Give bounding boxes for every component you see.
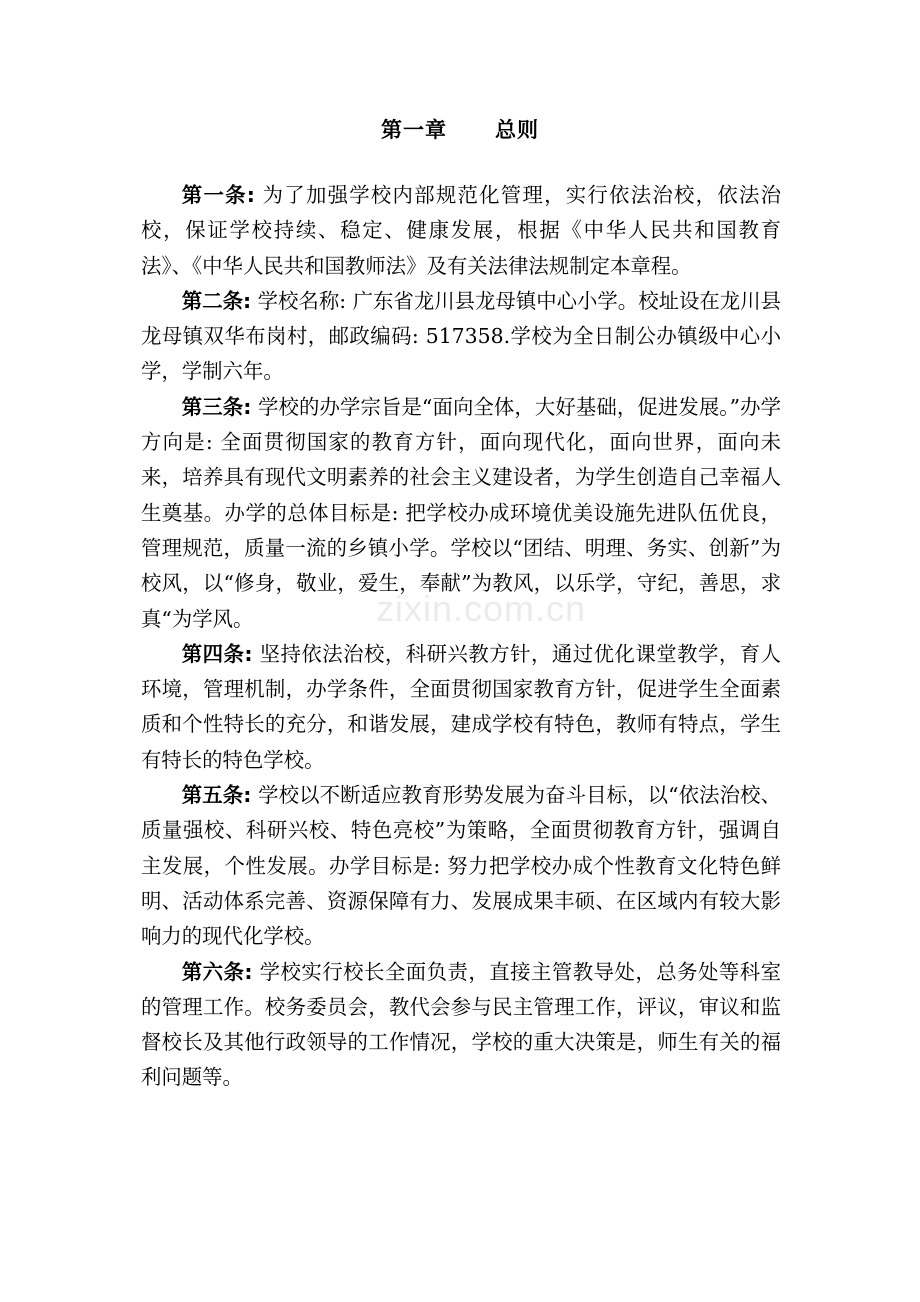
article-3 [141, 390, 781, 637]
article-label: 第一条: [181, 183, 255, 207]
article-text: 学校实行校长全面负责，直接主管教导处，总务处等科室的管理工作。校务委员会，教代会参与民主管理工作，评议，审议和监督校长及其他行政领导的工作情况，学校的重大决策是，师生有关的福利问题等。 [141, 959, 782, 1090]
article-label: 第三条: [181, 394, 252, 419]
chapter-name: 总则 [495, 118, 539, 142]
article-label: 第二条: [181, 288, 252, 313]
article-label: 第五条: [181, 783, 252, 808]
article-2 [141, 284, 781, 390]
article-5 [141, 778, 781, 954]
article-text: 坚持依法治校，科研兴教方针，通过优化课堂教学，育人环境，管理机制，办学条件，全面贯彻国家教育方针，促进学生全面素质和个性特长的充分，和谐发展，建成学校有特色，教师有特点，学生有特长的特色学校。 [141, 641, 782, 772]
article-label: 第六条: [181, 959, 253, 984]
article-6 [141, 955, 781, 1096]
chapter-number: 第一章 [381, 118, 447, 142]
article-text: 为了加强学校内部规范化管理，实行依法治校，依法治校，保证学校持续、稳定、健康发展，根据《中华人民共和国教育法》、《中华人民共和国教师法》及有关法律法规制定本章程。 [141, 183, 782, 278]
chapter-title [0, 114, 920, 144]
article-text: 学校的办学宗旨是“面向全体，大好基础，促进发展。”办学方向是: 全面贯彻国家的教育方针，面向现代化，面向世界，面向未来，培养具有现代文明素养的社会主义建设者，为学生创造自己幸福人生奠基。办学的总体目标是: 把学校办成环境优美设施先进队伍优良，管理规范，质量一流的乡镇小学。学校以“团结、明理、务实、创新”为校风，以“修身，敬业，爱生，奉献”为教风，以乐学，守纪，善思，求真“为学风。 [141, 394, 782, 631]
document-body [141, 178, 781, 1096]
watermark: zixin.com.cn [376, 588, 587, 629]
article-1 [141, 178, 781, 284]
article-text: 学校以不断适应教育形势发展为奋斗目标，以“依法治校、质量强校、科研兴校、特色亮校”为策略，全面贯彻教育方针，强调自主发展，个性发展。办学目标是: 努力把学校办成个性教育文化特色鲜明、活动体系完善、资源保障有力、发展成果丰硕、在区域内有较大影响力的现代化学校。 [141, 783, 782, 949]
article-text: 学校名称: 广东省龙川县龙母镇中心小学。校址设在龙川县龙母镇双华布岗村，邮政编码: 517358.学校为全日制公办镇级中心小学，学制六年。 [141, 288, 781, 384]
article-label: 第四条: [181, 641, 253, 666]
article-4 [141, 637, 781, 778]
